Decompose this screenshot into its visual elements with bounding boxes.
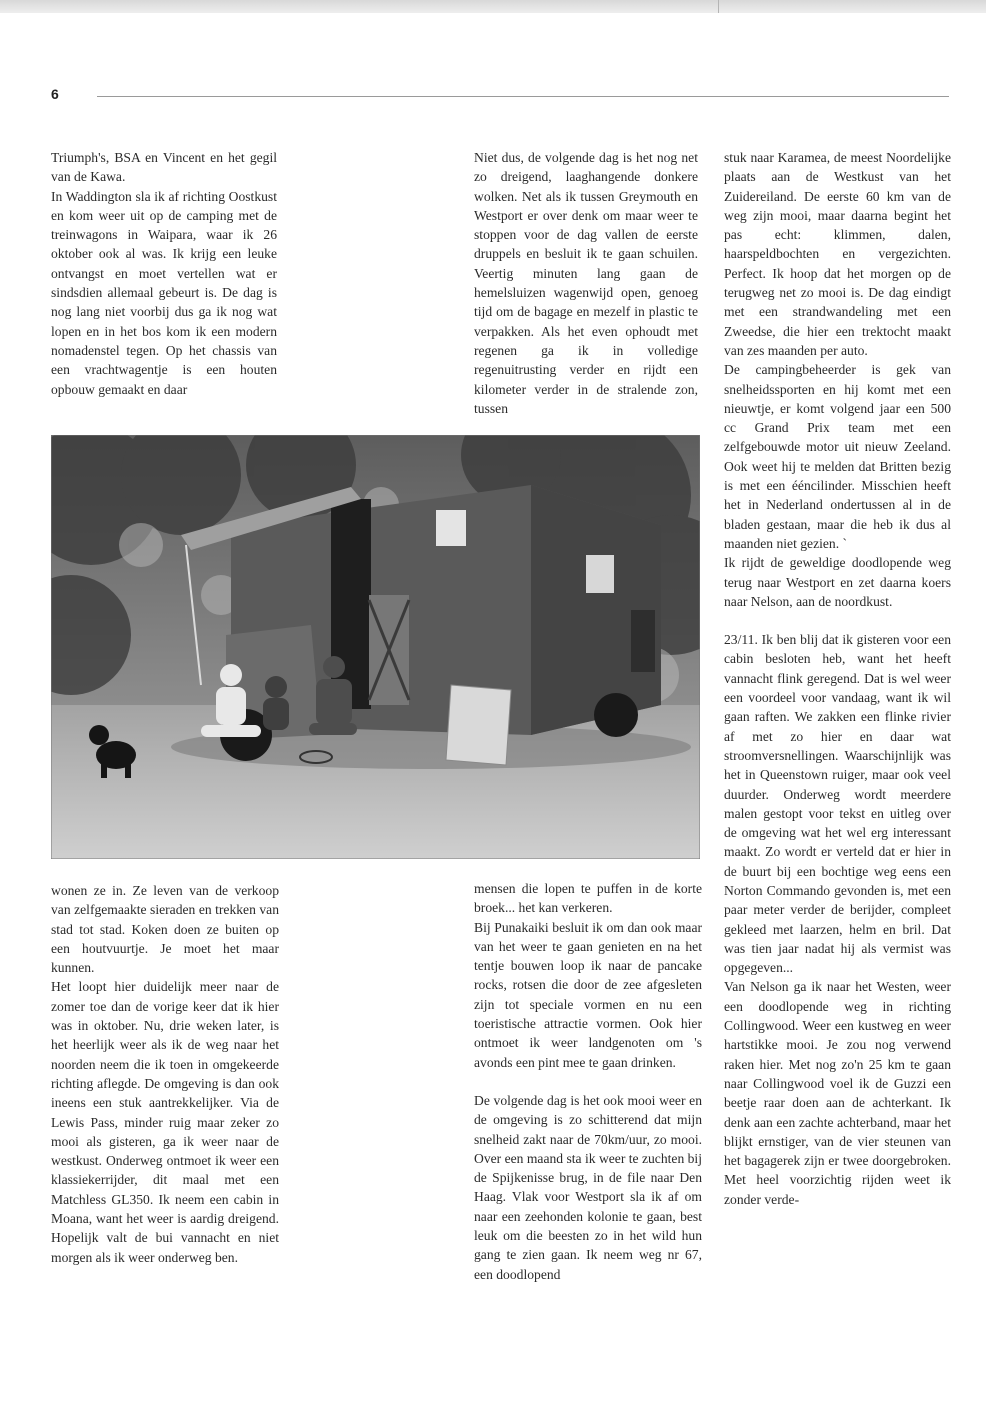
paragraph: Bij Punakaiki besluit ik om dan ook maar van het weer te gaan genieten en na het tentje bouwen loop ik naar de pancake rocks, rotsen die door de zee afgesleten zijn tot speciale vormen en nu een toeristische attractie vormen. Ook hier ontmoet ik weer landgenoten om 's avonds een pint mee te gaan drinken. (474, 919, 702, 1070)
paragraph: De volgende dag is het ook mooi weer en de omgeving is zo schitterend dat mijn snelheid zakt naar de 70km/uur, zo mooi. Over een maand sta ik weer te zuchten bij de Spijkenisse brug, in de file naar Den Haag. Vlak voor Westport sla ik af om naar een zeehonden kolonie te gaan, best leuk om die beesten zo in het wild hun gang te zien gaan. Ik neem weg nr 67, een doodlopend (474, 1092, 702, 1282)
paragraph: Het loopt hier duidelijk meer naar de zomer toe dan de vorige keer dat ik hier was in oktober. Nu, drie weken later, is het heerlijk weer als ik de weg naar het noorden neem die ik toen in omgekeerde richting aflegde. De omgeving is dan ook ineens een stuk aantrekkelijker. Via de Lewis Pass, minder ruig maar zeker zo mooi als gisteren, ga ik weer naar de westkust. Onderweg ontmoet ik weer een klassiekerrijder, dit maal met een Matchless GL350. Ik neem een cabin in Moana, want het weer is aardig dreigend. Hopelijk valt de bui vannacht en niet morgen als ik weer onderweg ben. (51, 979, 279, 1265)
paragraph: Niet dus, de volgende dag is het nog net zo dreigend, laaghangende donkere wolken. Net als ik tussen Greymouth en Westport er over denk om maar weer te stoppen voor de dag vallen de eerste druppels en besluit ik te gaan schuilen. Veertig minuten lang gaan de hemelsluizen wagenwijd open, genoeg tijd om de bagage en mezelf in plastic te verpakken. Als het even ophoudt met regenen ga ik in volledige regenuitrusting verder en rijdt een kilometer verder in de stralende zon, tussen (474, 150, 698, 416)
paragraph: 23/11. Ik ben blij dat ik gisteren voor een cabin besloten heb, want het heeft vannacht flink geregend. Dat is wel weer een voordeel voor vandaag, want ik wil gaan raften. We zakken een flinke rivier af met zo hier en daar wat stroomversnellingen. Waarschijnlijk was het in Queenstown ruiger, maar ook veel duurder. Onderweg wordt meerdere malen gestopt voor tekst en uitleg over de omgeving wat het wel erg interessant maakt. Zo wordt er verteld dat er hier in de buurt bij een bochtige weg eens een Norton Commando gevonden is, met een paar meter verder de berijder, compleet gekleed met laarzen, helm en bril. Dat was tien jaar nadat hij als vermist was opgegeven... (724, 632, 951, 976)
paragraph: wonen ze in. Ze leven van de verkoop van zelfgemaakte sieraden en trekken van stad tot stad. Koken doen ze buiten op een houtvuurtje. Je moet het maar kunnen. (51, 883, 279, 976)
paragraph: Van Nelson ga ik naar het Westen, weer een doodlopende weg in richting Collingwood. Weer een kustweg en weer hartstikke mooi. Je zou nog verwend raken hier. Met nog zo'n 25 km te gaan naar Collingwood voel ik de Guzzi een beetje raar doen aan de achterkant. Ik denk aan een zachte achterband, maar het blijkt ernstiger, van de vier steunen van het bagagerek zijn er twee doorgebroken. Met heel voorzichtig rijden weet ik zonder verde- (724, 979, 951, 1207)
column-3 (724, 148, 951, 1209)
page-number: 6 (51, 86, 59, 102)
scan-top-band (0, 0, 986, 13)
header-rule (97, 96, 949, 97)
photo-truck-camper (51, 435, 700, 859)
column-2-bottom (474, 879, 702, 1284)
column-1-bottom (51, 881, 279, 1267)
column-1-top (51, 148, 277, 399)
paragraph: De campingbeheerder is gek van snelheidssporten en hij komt met een nieuwtje, er komt volgend jaar een 500 cc Grand Prix team met een zelfgebouwde motor uit nieuw Zeeland. Ook weet hij te melden dat Britten bezig is met een ééncilinder. Misschien heeft het in Nederland ondertussen al in de bladen gestaan, maar die heb ik dus al maanden niet gezien. ` (724, 362, 951, 551)
paragraph: In Waddington sla ik af richting Oostkust en kom weer uit op de camping met de treinwagons in Waipara, waar ik 26 oktober ook al was. Ik krijg een leuke ontvangst en moet vertellen wat er sindsdien allemaal gebeurt is. De dag is nog lang niet voorbij dus ga ik nog wat lopen en in het bos kom ik een modern nomadenstel tegen. Op het chassis van een vrachtwagentje is een houten opbouw gemaakt en daar (51, 188, 277, 397)
column-2-top (474, 148, 698, 418)
paragraph: stuk naar Karamea, de meest Noordelijke plaats aan de Westkust van het Zuidereiland. De eerste 60 km van de weg zijn mooi, maar daarna begint het pas echt: klimmen, dalen, haarspeldbochten en vergezichten. Perfect. Ik hoop dat het morgen op de terugweg net zo mooi is. De dag eindigt met een strandwandeling met een Zweedse, die hier een trektocht maakt van zes maanden per auto. (724, 150, 951, 358)
paragraph: mensen die lopen te puffen in de korte broek... het kan verkeren. (474, 881, 702, 916)
paragraph: Ik rijdt de geweldige doodlopende weg terug naar Westport en zet daarna koers naar Nelson, aan de noordkust. (724, 555, 951, 609)
scan-edge-mark (718, 0, 719, 13)
paragraph: Triumph's, BSA en Vincent en het gegil van de Kawa. (51, 150, 277, 185)
